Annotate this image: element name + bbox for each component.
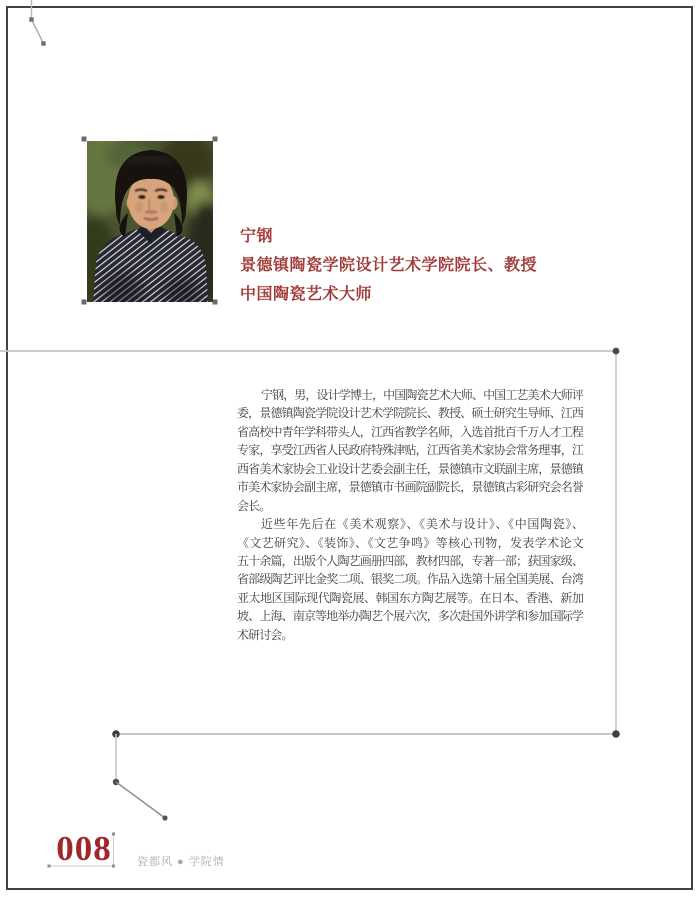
bio-line: 市美术家协会副主席，景德镇市书画院副院长，景德镇古彩研究会名誉 (237, 480, 583, 495)
bio-line: 专家，享受江西省人民政府特殊津贴，江西省美术家协会常务理事，江 (237, 443, 583, 458)
bio-line: 会长。 (237, 498, 271, 513)
bio-line: 坡、上海、南京等地举办陶艺个展六次，多次赴国外讲学和参加国际学 (237, 609, 583, 624)
bio-line: 《文艺研究》、《装饰》、《文艺争鸣》等核心刊物，发表学术论文 (237, 535, 583, 550)
footer-caption: 瓷都风 ● 学院情 (137, 856, 225, 868)
profile-title-position: 景德镇陶瓷学院设计艺术学院院长、教授 (240, 257, 538, 274)
bio-paragraph-2 (237, 515, 583, 644)
profile-block (240, 222, 600, 309)
bio-line: 省部级陶艺评比金奖二项、银奖二项。作品入选第十届全国美展、台湾 (237, 572, 583, 587)
bio-line: 五十余篇，出版个人陶艺画册四部，教材四部，专著一部；获国家级、 (237, 553, 583, 568)
bio-line: 省高校中青年学科带头人，江西省教学名师，入选首批百千万人才工程 (237, 424, 583, 439)
profile-name: 宁钢 (240, 228, 274, 245)
bio-line: 近些年先后在《美术观察》、《美术与设计》、《中国陶瓷》、 (261, 517, 583, 532)
portrait-photo (87, 141, 213, 302)
bio-line: 亚太地区国际现代陶瓷展、韩国东方陶艺展等。在日本、香港、新加 (237, 590, 583, 605)
page-number: 008 (56, 829, 112, 868)
bio-text (237, 386, 583, 644)
bio-line: 术研讨会。 (237, 627, 293, 642)
profile-title-honor: 中国陶瓷艺术大师 (240, 286, 373, 303)
bio-line: 宁钢，男，设计学博士，中国陶瓷艺术大师、中国工艺美术大师评 (261, 388, 583, 402)
bio-line: 委，景德镇陶瓷学院设计艺术学院院长、教授、硕士研究生导师、江西 (237, 406, 583, 421)
bio-line: 西省美术家协会工业设计艺委会副主任，景德镇市文联副主席，景德镇 (237, 461, 583, 476)
bio-paragraph-1 (237, 386, 583, 515)
